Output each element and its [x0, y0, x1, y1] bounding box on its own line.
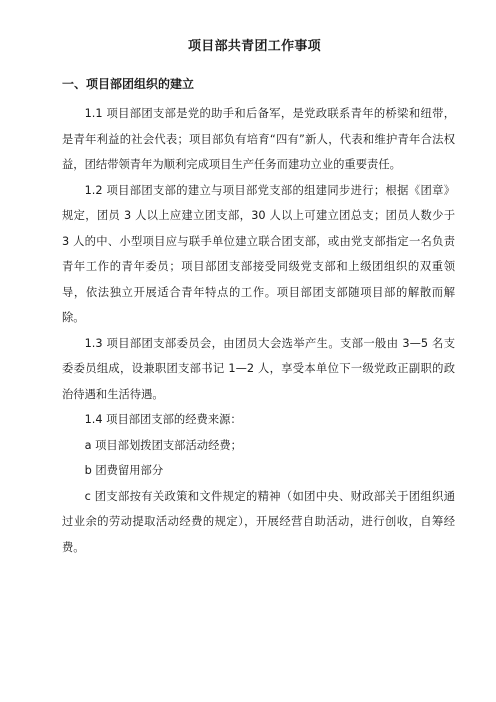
document-title: 项目部共青团工作事项	[187, 39, 321, 54]
paragraph-1-4: 1.4 项目部团支部的经费来源：	[84, 413, 242, 426]
list-item-a: a 项目部划拨团支部活动经费；	[84, 438, 242, 452]
list-item-c: c 团支部按有关政策和文件规定的精神（如团中央、财政部关于团组织通过业余的劳动提取活动经费的规定），开展经营自助活动，进行创收，自筹经费。	[62, 489, 455, 554]
paragraph-1-2: 1.2 项目部团支部的建立与项目部党支部的组建同步进行；根据《团章》规定，团员 3 人以上应建立团支部，30 人以上可建立团总支；团员人数少于 3 人的中、小型项目应与联手单位建立联合团支部，或由党支部指定一名负责青年工作的青年委员；项目部团支部接受同级党支部和上级团组织的双重领导，依法独立开展适合青年特点的工作。项目部团支部随项目部的解散而解除。	[62, 183, 455, 324]
paragraph-1-1: 1.1 项目部团支部是党的助手和后备军，是党政联系青年的桥梁和纽带，是青年利益的社会代表；项目部负有培育“四有”新人，代表和维护青年合法权益，团结带领青年为顺利完成项目生产任务而建功立业的重要责任。	[62, 107, 455, 171]
section-heading: 一、项目部团组织的建立	[62, 77, 195, 91]
paragraph-1-3: 1.3 项目部团支部委员会，由团员大会选举产生。支部一般由 3—5 名支委委员组成，设兼职团支部书记 1—2 人，享受本单位下一级党政正副职的政治待遇和生活待遇。	[62, 336, 455, 401]
list-item-b: b 团费留用部分	[84, 464, 164, 477]
